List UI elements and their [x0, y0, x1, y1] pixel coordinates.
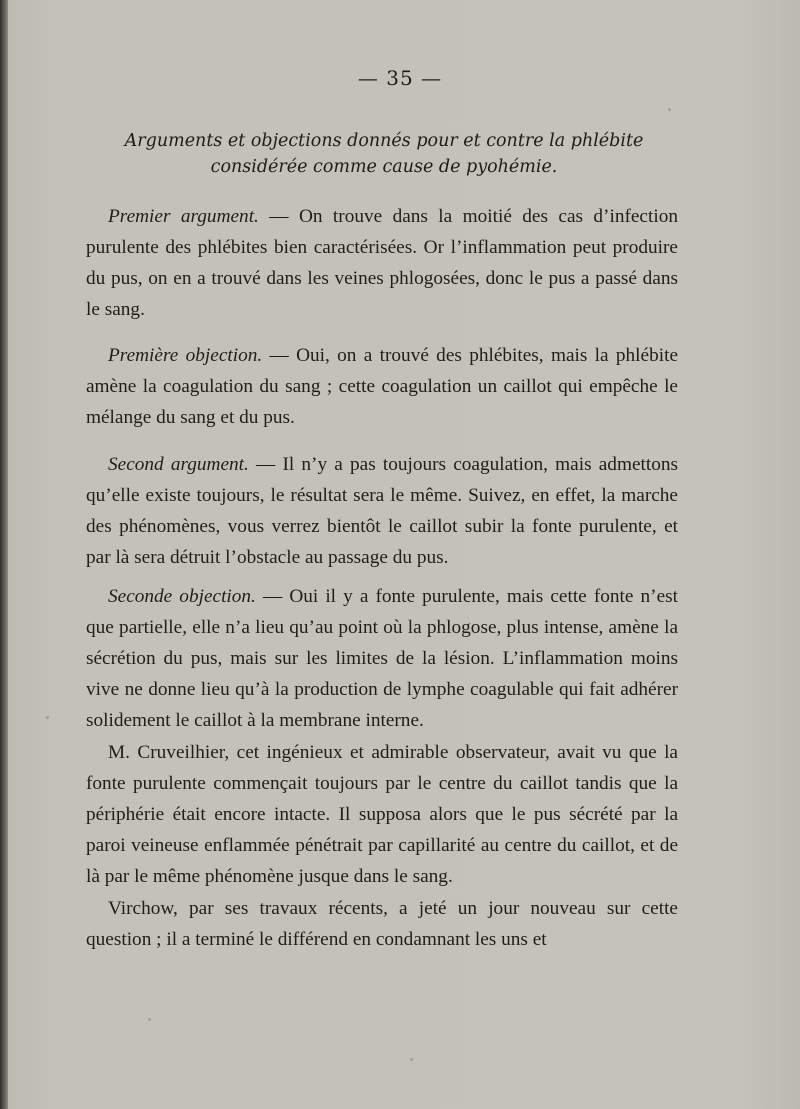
paragraph-text: — Il n’y a pas toujours coagulation, mais admettons qu’elle existe toujours, le résultat sera le même. Suivez, en effet, la marche des phénomènes, vous verrez bientôt le caillot subir la fonte purulente, et par là sera détruit l’obstacle au passage du pus.: [86, 454, 678, 568]
paragraph-lead: Second argument.: [108, 454, 249, 475]
paragraph-virchow: [86, 893, 678, 955]
paragraph-lead: Première objection.: [108, 345, 263, 366]
book-binding-edge: [0, 0, 8, 1109]
paragraph-lead: Premier argument.: [108, 206, 259, 227]
paragraph-text: Virchow, par ses travaux récents, a jeté un jour nouveau sur cette question ; il a terminé le différend en condamnant les uns et: [86, 898, 678, 950]
paragraph-lead: Seconde objection.: [108, 586, 256, 607]
paragraph-text: — Oui, on a trouvé des phlébites, mais la phlébite amène la coagulation du sang ; cette coagulation un caillot qui empêche le mélange du sang et du pus.: [86, 345, 679, 428]
paragraph-text: — On trouve dans la moitié des cas d’infection purulente des phlébites bien caractérisées. Or l’inflammation peut produire du pus, on en a trouvé dans les veines phlogosées, donc le pus a passé dans le sang.: [86, 206, 678, 320]
paragraph-second-argument: [86, 449, 678, 573]
paragraph-text: M. Cruveilhier, cet ingénieux et admirable observateur, avait vu que la fonte purulente commençait toujours par le centre du caillot tandis que la périphérie était encore intacte. Il supposa alors que le pus sécrété par la paroi veineuse enflammée pénétrait par capillarité au centre du caillot, et de là par le même phénomène jusque dans le sang.: [86, 742, 678, 887]
paragraph-premiere-objection: [86, 340, 678, 433]
paragraph-cruveilhier: [86, 737, 678, 892]
paper-speck: [668, 108, 671, 111]
paper-speck: [148, 1018, 151, 1021]
paragraph-text: — Oui il y a fonte purulente, mais cette fonte n’est que partielle, elle n’a lieu qu’au point où la phlogose, plus intense, amène la sécrétion du pus, mais sur les limites de la lésion. L’inflammation moins vive ne donne lieu qu’à la production de lymphe coagulable qui fait adhérer solidement le caillot à la membrane interne.: [86, 586, 678, 731]
paragraph-premier-argument: [86, 201, 678, 325]
page-number: — 35 —: [357, 66, 443, 90]
section-title: Arguments et objections donnés pour et contre la phlébite considérée comme cause de pyohémie.: [124, 131, 644, 177]
paper-speck: [410, 1058, 413, 1061]
paper-speck: [46, 716, 49, 719]
paragraph-seconde-objection: [86, 581, 678, 736]
